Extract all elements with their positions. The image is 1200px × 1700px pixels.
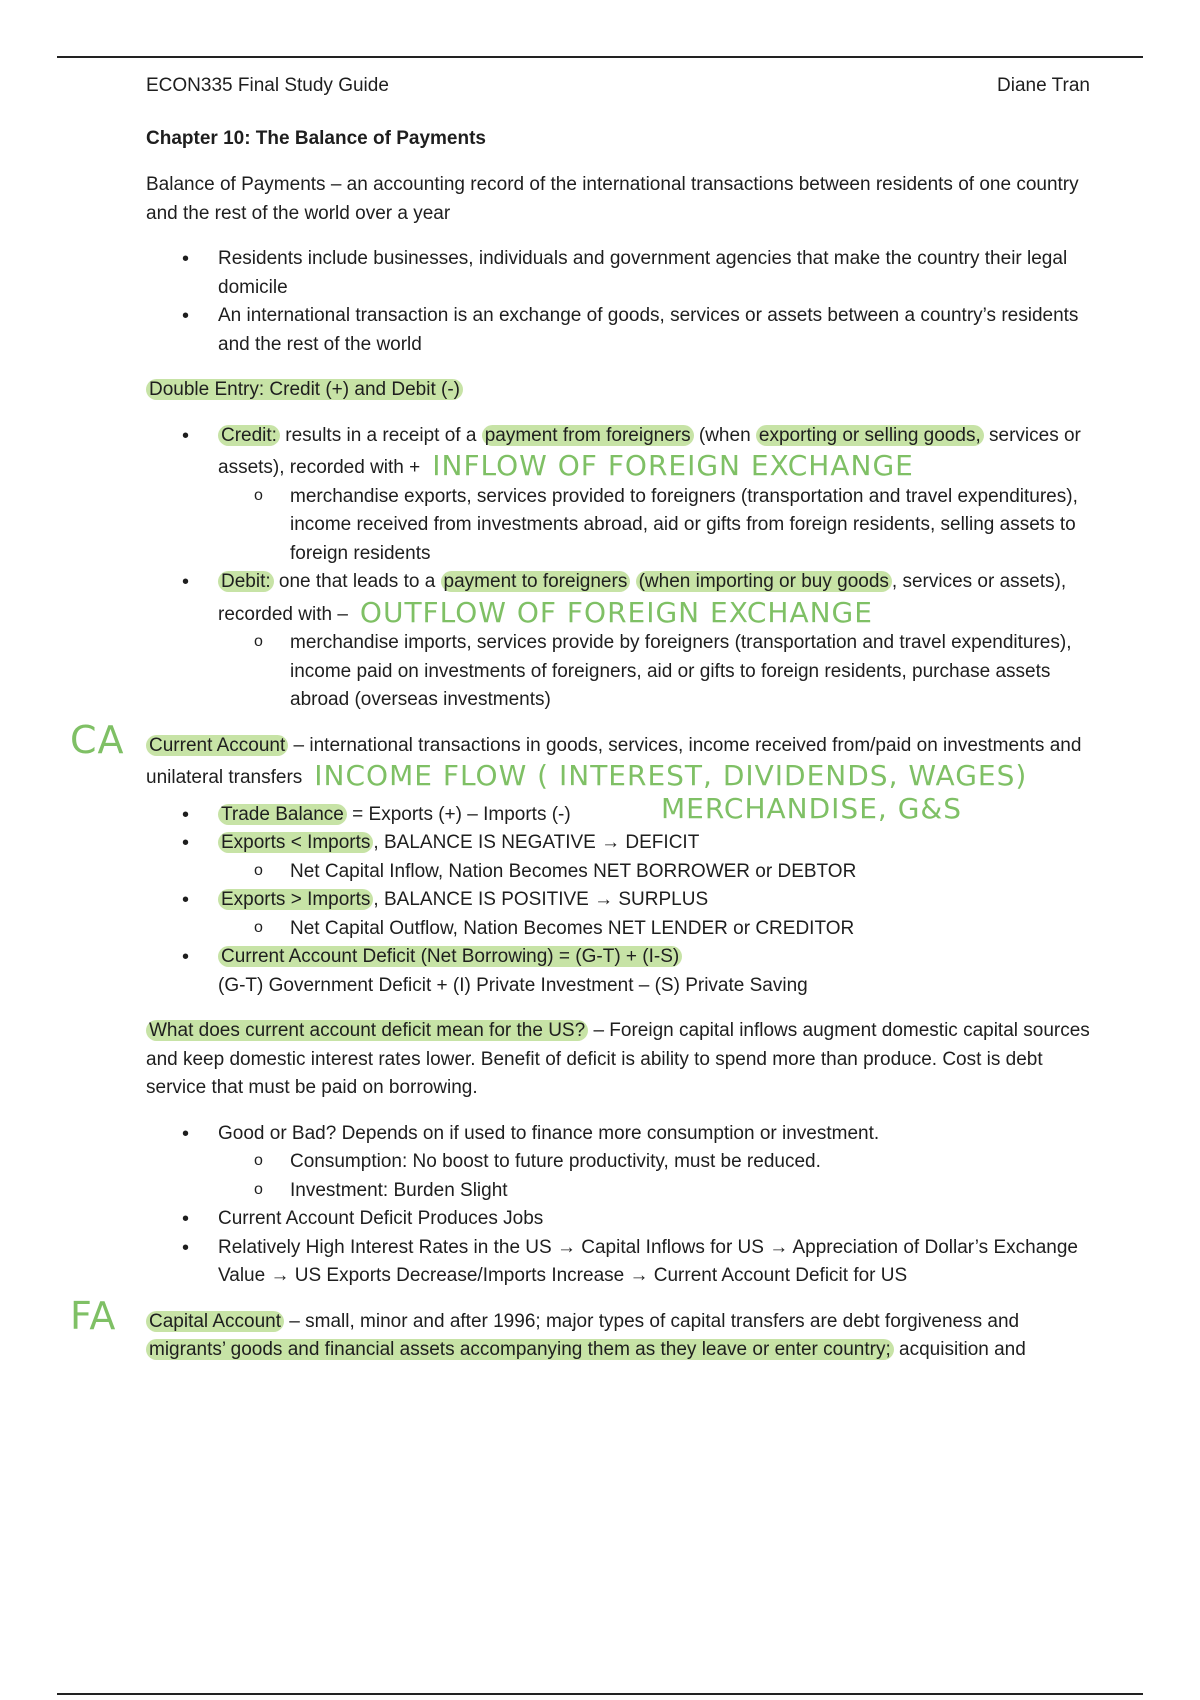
current-account-term: Current Account — [146, 735, 288, 756]
handwritten-merchandise-note: MERCHANDISE, G&S — [661, 791, 963, 825]
sublist — [218, 858, 1090, 887]
top-rule — [57, 56, 1143, 58]
bottom-rule — [57, 1693, 1143, 1695]
list-item-text: (G-T) Government Deficit + (I) Private Investment – (S) Private Saving — [218, 974, 808, 996]
highlight: What does current account deficit mean for the US? — [146, 1020, 588, 1041]
handwritten-income-note: INCOME FLOW ( INTEREST, DIVIDENDS, WAGES) — [314, 759, 1028, 792]
list-item — [146, 886, 1090, 943]
debit-text — [630, 571, 635, 592]
bop-bullets — [146, 245, 1090, 359]
list-item: o Net Capital Outflow, Nation Becomes NET LENDER or CREDITOR — [218, 915, 1090, 944]
list-item: o Consumption: No boost to future productivity, must be reduced. — [218, 1148, 1090, 1177]
bop-term: Balance of Payments — [146, 174, 326, 195]
list-item-text: = Exports (+) – Imports (-) — [346, 803, 571, 825]
double-entry-list — [146, 422, 1090, 715]
debit-item — [146, 568, 1090, 715]
credit-text: results in a receipt of a — [279, 424, 482, 446]
sublist — [218, 1148, 1090, 1205]
current-account-list — [146, 801, 1090, 1001]
list-item — [146, 801, 1090, 830]
current-account-definition — [146, 732, 1090, 793]
handwritten-outflow-note: OUTFLOW OF FOREIGN EXCHANGE — [359, 595, 873, 629]
highlight: (when importing or buy goods — [636, 571, 892, 592]
list-item-text: , BALANCE IS NEGATIVE → DEFICIT — [373, 832, 700, 853]
highlight: exporting or selling goods, — [756, 425, 984, 446]
credit-text: (when — [693, 424, 756, 446]
list-item: • An international transaction is an exchange of goods, services or assets between a country’s residents and the rest of the world — [146, 302, 1090, 359]
debit-label: Debit: — [218, 571, 274, 592]
highlight: payment to foreigners — [441, 571, 631, 592]
bop-definition — [146, 171, 1090, 228]
current-account-section — [70, 717, 1090, 1001]
list-item: o Net Capital Inflow, Nation Becomes NET BORROWER or DEBTOR — [218, 858, 1090, 887]
debit-text: , services or assets), recorded with – — [218, 571, 1067, 625]
list-item: o merchandise exports, services provided to foreigners (transportation and travel expenditures), income received from investments abroad, aid or gifts from foreign residents, selling assets to foreign residents — [218, 483, 1090, 569]
list-item-text: Good or Bad? Depends on if used to finance more consumption or investment. — [218, 1122, 880, 1144]
margin-note-fa: FA — [70, 1293, 117, 1338]
current-account-text: – international transactions in goods, services, income received from/paid on investments and unilateral transfers — [146, 734, 1082, 788]
capital-account-text: acquisition and — [893, 1339, 1026, 1360]
highlight: payment from foreigners — [482, 425, 694, 446]
list-item: • Current Account Deficit Produces Jobs — [146, 1205, 1090, 1234]
sublist — [218, 915, 1090, 944]
credit-item — [146, 422, 1090, 569]
highlight: Exports > Imports — [218, 889, 373, 910]
credit-label: Credit: — [218, 425, 280, 446]
highlight: Trade Balance — [218, 804, 347, 825]
capital-account-text: – small, minor and after 1996; major types of capital transfers are debt forgiveness and — [284, 1310, 1020, 1332]
course-title: ECON335 Final Study Guide — [146, 75, 389, 96]
document-page — [70, 72, 1090, 1382]
highlight: Current Account Deficit (Net Borrowing) = (G-T) + (I-S) — [218, 946, 682, 967]
chapter-title: Chapter 10: The Balance of Payments — [146, 127, 486, 149]
credit-text: services or assets), recorded with + — [218, 424, 1081, 478]
list-item: o Investment: Burden Slight — [218, 1177, 1090, 1206]
bop-definition-text: – an accounting record of the international transactions between residents of one country and the rest of the world over a year — [146, 174, 1079, 224]
list-item: • Residents include businesses, individuals and government agencies that make the country their legal domicile — [146, 245, 1090, 302]
double-entry-heading — [146, 376, 1090, 405]
list-item — [146, 1120, 1090, 1206]
list-item — [146, 829, 1090, 886]
list-item-text: , BALANCE IS POSITIVE → SURPLUS — [373, 889, 709, 910]
debit-text: one that leads to a — [273, 571, 441, 592]
author-name: Diane Tran — [997, 75, 1090, 96]
capital-account-term: Capital Account — [146, 1311, 284, 1332]
highlight: Double Entry: Credit (+) and Debit (-) — [146, 379, 463, 400]
capital-account-section — [70, 1293, 1090, 1365]
list-item: o merchandise imports, services provide by foreigners (transportation and travel expenditures), income paid on investments of foreigners, aid or gifts to foreign residents, purchase assets abroad (overseas investments) — [218, 629, 1090, 715]
highlight: Exports < Imports — [218, 832, 373, 853]
highlight: migrants’ goods and financial assets accompanying them as they leave or enter country; — [146, 1339, 894, 1360]
us-deficit-list — [146, 1120, 1090, 1291]
page-header — [146, 72, 1090, 101]
margin-note-ca: CA — [70, 717, 125, 762]
us-deficit-paragraph — [146, 1017, 1090, 1103]
list-item: • Relatively High Interest Rates in the US → Capital Inflows for US → Appreciation of Dollar’s Exchange Value → US Exports Decrease/Imports Increase → Current Account Deficit for US — [146, 1234, 1090, 1291]
list-item — [146, 943, 1090, 1000]
debit-sublist — [218, 629, 1090, 715]
credit-sublist — [218, 483, 1090, 569]
handwritten-inflow-note: INFLOW OF FOREIGN EXCHANGE — [432, 449, 914, 482]
us-deficit-answer: – Foreign capital inflows augment domestic capital sources and keep domestic interest rates lower. Benefit of deficit is ability to spend more than produce. Cost is debt service that must be paid on borrowing. — [146, 1020, 1090, 1098]
capital-account-paragraph — [146, 1308, 1090, 1365]
